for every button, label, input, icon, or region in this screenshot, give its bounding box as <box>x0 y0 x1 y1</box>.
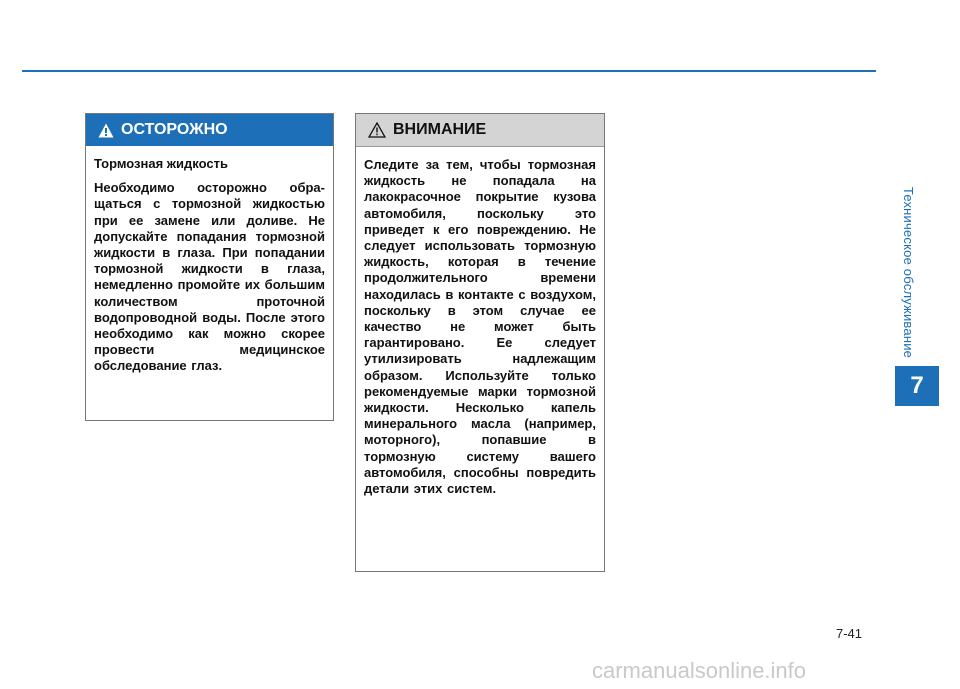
warning-box <box>355 113 605 572</box>
warning-triangle-icon <box>368 122 386 138</box>
caution-body <box>86 146 333 375</box>
caution-box <box>85 113 334 421</box>
warning-triangle-icon <box>98 123 114 138</box>
top-rule <box>22 70 876 72</box>
caution-text: Необходимо осторожно обра-щаться с тормозной жидкостью при ее замене или доливе. Не допускайте попадания тормозной жидкости в глаза. При попадании тормозной жидкости в глаза, немедленно промойте их большим количеством проточной водопроводной воды. После этого необходимо как можно скорее провести медицинское обследование глаз. <box>94 180 325 374</box>
warning-header <box>356 114 604 147</box>
warning-heading: ВНИМАНИЕ <box>393 121 487 138</box>
section-title-text: Техническое обслуживание <box>901 186 917 359</box>
watermark[interactable]: carmanualsonline.info <box>592 658 807 683</box>
caution-subtitle: Тормозная жидкость <box>94 156 228 171</box>
warning-text: Следите за тем, чтобы тормозная жидкость не попадала на лакокрасочное покрытие кузова автомобиля, поскольку это приведет к его повреждению. Не следует использовать тормозную жидкость, которая в течение продолжительного времени находилась в контакте с воздухом, поскольку в этом случае ее качество не может быть гарантировано. Ее следует утилизировать надлежащим образом. Используйте только рекомендуемые марки тормозной жидкости. Несколько капель минерального масла (например, моторного), попавшие в тормозную систему вашего автомобиля, способны повредить детали этих систем. <box>364 157 596 497</box>
warning-body <box>356 147 604 497</box>
chapter-tab: 7 <box>895 366 939 406</box>
page-number: 7-41 <box>836 626 863 641</box>
caution-heading: ОСТОРОЖНО <box>121 121 228 138</box>
section-side-title <box>894 185 924 360</box>
caution-header <box>86 114 333 146</box>
